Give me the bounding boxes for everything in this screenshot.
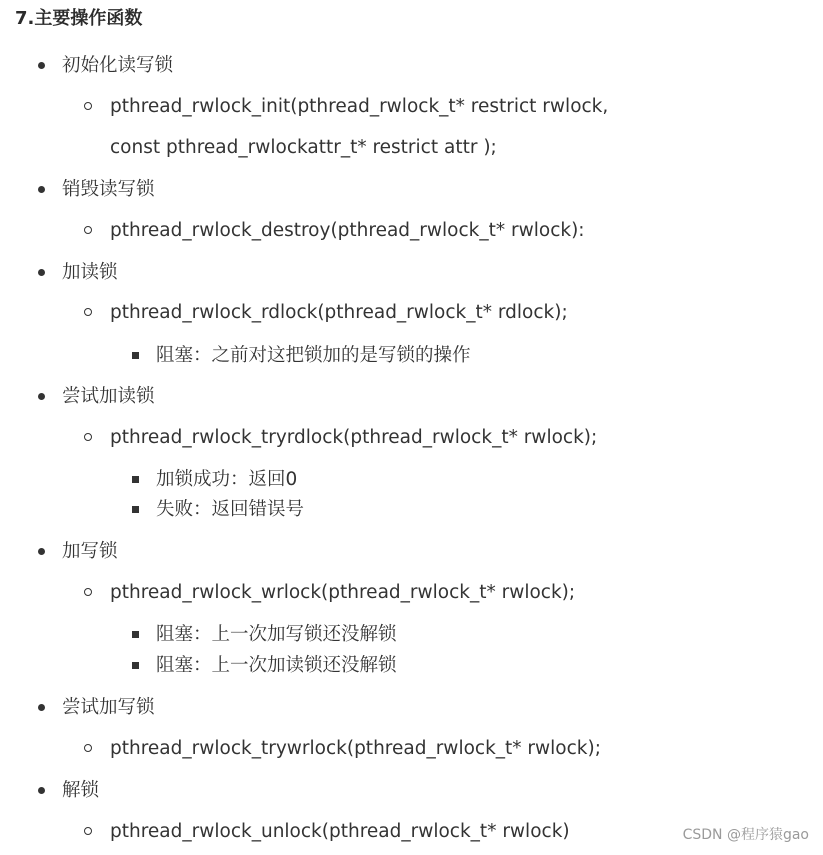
- bullet-circle-icon: [84, 102, 92, 110]
- note-wrlock-block-read: 阻塞：上一次加读锁还没解锁: [156, 655, 397, 676]
- section-title-unlock: 解锁: [62, 780, 100, 801]
- bullet-circle-icon: [84, 744, 92, 752]
- bullet-circle-icon: [84, 827, 92, 835]
- bullet-circle-icon: [84, 226, 92, 234]
- function-signature-destroy: pthread_rwlock_destroy(pthread_rwlock_t* rwlock):: [110, 220, 585, 241]
- page-title: 7.主要操作函数: [15, 8, 143, 29]
- function-signature-init: pthread_rwlock_init(pthread_rwlock_t* restrict rwlock,: [110, 96, 609, 117]
- bullet-disc-icon: [38, 269, 45, 276]
- bullet-square-icon: [132, 476, 139, 483]
- bullet-square-icon: [132, 662, 139, 669]
- note-wrlock-block-write: 阻塞：上一次加写锁还没解锁: [156, 624, 397, 645]
- note-tryrdlock-fail: 失败：返回错误号: [156, 499, 305, 520]
- bullet-square-icon: [132, 631, 139, 638]
- function-signature-unlock: pthread_rwlock_unlock(pthread_rwlock_t* rwlock): [110, 821, 570, 842]
- function-signature-tryrdlock: pthread_rwlock_tryrdlock(pthread_rwlock_t* rwlock);: [110, 427, 598, 448]
- bullet-disc-icon: [38, 548, 45, 555]
- section-title-destroy: 销毁读写锁: [62, 179, 155, 200]
- bullet-circle-icon: [84, 308, 92, 316]
- bullet-disc-icon: [38, 704, 45, 711]
- function-signature-rdlock: pthread_rwlock_rdlock(pthread_rwlock_t* rdlock);: [110, 302, 568, 323]
- section-title-tryrdlock: 尝试加读锁: [62, 386, 155, 407]
- section-title-init: 初始化读写锁: [62, 55, 174, 76]
- bullet-disc-icon: [38, 62, 45, 69]
- watermark: CSDN @程序猿gao: [682, 827, 809, 843]
- bullet-circle-icon: [84, 588, 92, 596]
- bullet-circle-icon: [84, 433, 92, 441]
- bullet-disc-icon: [38, 787, 45, 794]
- bullet-disc-icon: [38, 393, 45, 400]
- bullet-disc-icon: [38, 186, 45, 193]
- bullet-square-icon: [132, 352, 139, 359]
- function-signature-trywrlock: pthread_rwlock_trywrlock(pthread_rwlock_t* rwlock);: [110, 738, 601, 759]
- function-signature-init-cont: const pthread_rwlockattr_t* restrict attr );: [110, 137, 497, 158]
- function-signature-wrlock: pthread_rwlock_wrlock(pthread_rwlock_t* rwlock);: [110, 582, 576, 603]
- section-title-trywrlock: 尝试加写锁: [62, 697, 155, 718]
- bullet-square-icon: [132, 506, 139, 513]
- section-title-wrlock: 加写锁: [62, 541, 118, 562]
- section-title-rdlock: 加读锁: [62, 262, 118, 283]
- note-rdlock-block: 阻塞：之前对这把锁加的是写锁的操作: [156, 345, 471, 366]
- note-tryrdlock-success: 加锁成功：返回0: [156, 469, 298, 490]
